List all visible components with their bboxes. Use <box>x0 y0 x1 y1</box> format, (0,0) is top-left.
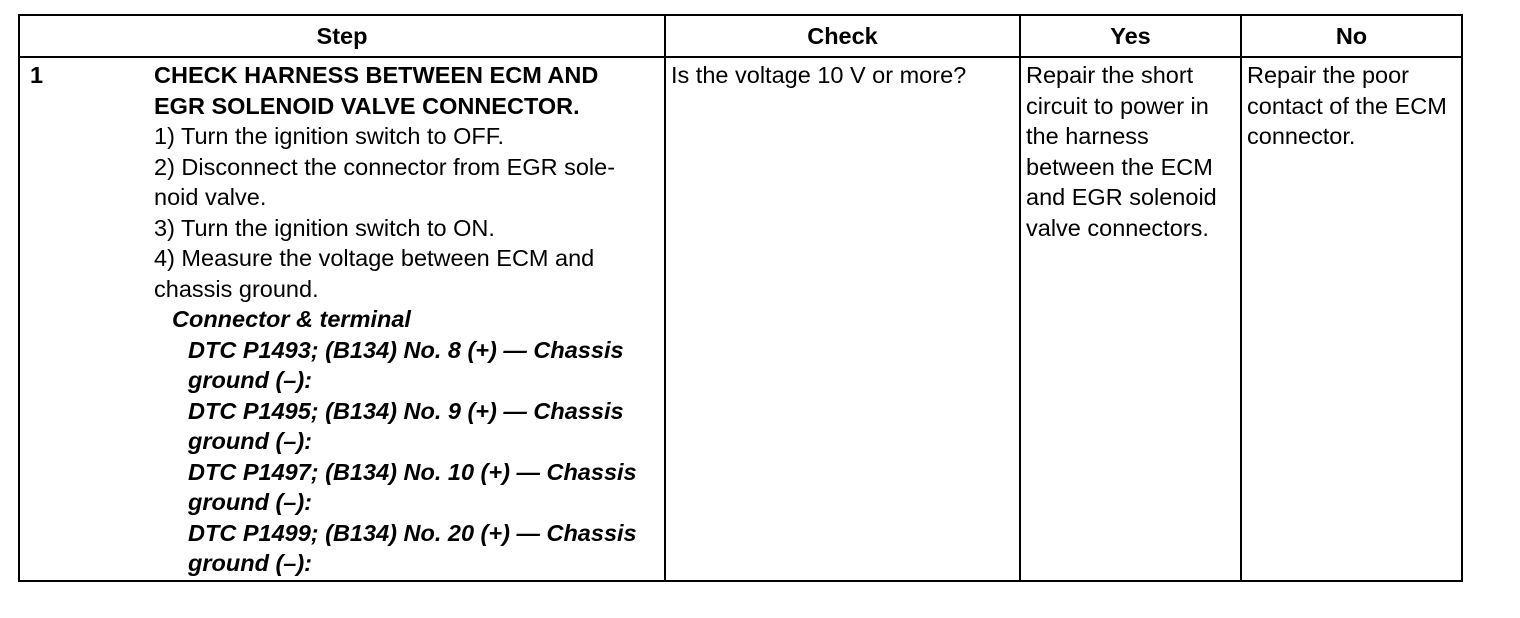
connector-line: DTC P1499; (B134) No. 20 (+) — Chassis <box>188 519 637 546</box>
no-line: Repair the poor <box>1247 62 1409 88</box>
connector-line: ground (–): <box>188 550 312 576</box>
connector-line: ground (–): <box>188 489 312 515</box>
yes-header: Yes <box>1020 15 1241 57</box>
step-number: 1 <box>30 62 44 88</box>
instruction-line: 1) Turn the ignition switch to OFF. <box>154 123 505 149</box>
yes-cell <box>1020 57 1241 581</box>
instruction-line: noid valve. <box>154 184 267 210</box>
step-cell <box>19 57 665 581</box>
step-title-line: EGR SOLENOID VALVE CONNECTOR. <box>154 92 580 119</box>
yes-line: and EGR solenoid <box>1026 184 1217 210</box>
connector-label: Connector & terminal <box>172 306 411 332</box>
step-header: Step <box>19 15 665 57</box>
connector-terminal-list <box>154 335 659 579</box>
instruction-line: 3) Turn the ignition switch to ON. <box>154 214 495 241</box>
step-body <box>154 60 659 579</box>
no-cell <box>1241 57 1462 581</box>
check-header: Check <box>665 15 1020 57</box>
connector-line: DTC P1493; (B134) No. 8 (+) — Chassis <box>188 336 624 363</box>
connector-line: DTC P1495; (B134) No. 9 (+) — Chassis <box>188 397 624 424</box>
step-title-line: CHECK HARNESS BETWEEN ECM AND <box>154 62 599 88</box>
table-row <box>19 57 1462 581</box>
yes-line: Repair the short <box>1026 62 1194 88</box>
instruction-line: 2) Disconnect the connector from EGR sole- <box>154 153 616 180</box>
header-row <box>19 15 1462 57</box>
instruction-line: chassis ground. <box>154 275 319 302</box>
step-title <box>154 60 659 121</box>
connector-line: DTC P1497; (B134) No. 10 (+) — Chassis <box>188 458 637 485</box>
no-line: contact of the ECM <box>1247 92 1447 119</box>
no-header: No <box>1241 15 1462 57</box>
yes-line: between the ECM <box>1026 153 1213 180</box>
instruction-line: 4) Measure the voltage between ECM and <box>154 245 595 271</box>
no-line: connector. <box>1247 123 1356 149</box>
instruction-list <box>154 121 659 304</box>
check-text: Is the voltage 10 V or more? <box>671 62 967 88</box>
connector-line: ground (–): <box>188 367 312 393</box>
yes-line: the harness <box>1026 123 1149 149</box>
diagnostic-table <box>18 14 1463 582</box>
yes-line: valve connectors. <box>1026 214 1209 241</box>
connector-line: ground (–): <box>188 428 312 454</box>
yes-line: circuit to power in <box>1026 92 1209 119</box>
check-cell <box>665 57 1020 581</box>
